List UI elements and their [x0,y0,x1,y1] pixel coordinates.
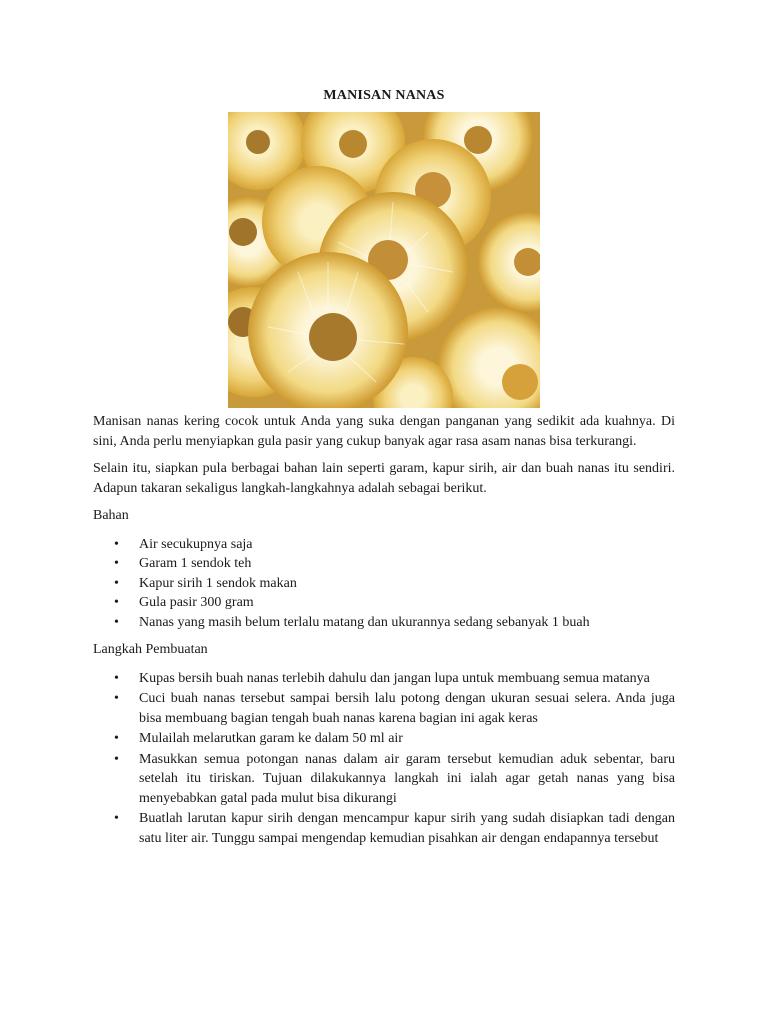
intro-paragraph-1: Manisan nanas kering cocok untuk Anda yang suka dengan panganan yang sedikit ada kuahnya. Di sini, Anda perlu menyiapkan gula pasir yang cukup banyak agar rasa asam nanas bisa terkurangi. [93,414,675,449]
bullet-icon: • [114,575,119,591]
bullet-icon: • [114,691,119,706]
bullet-icon: • [114,556,119,571]
bullet-icon: • [114,731,119,746]
list-item: • Masukkan semua potongan nanas dalam air garam tersebut kemudian aduk sebentar, baru setelah itu tiriskan. Tujuan dilakukannya langkah ini ialah agar getah nanas yang bisa menyebabkan gatal pada mulut bisa dikurangi [114,751,675,806]
list-item: • Gula pasir 300 gram [93,593,675,613]
list-item: • Kupas bersih buah nanas terlebih dahulu dan jangan lupa untuk membuang semua matanya [93,669,675,689]
document-body [93,412,675,856]
bullet-icon: • [114,670,119,686]
langkah-list [93,669,675,849]
list-item: • Kapur sirih 1 sendok makan [93,574,675,594]
list-item: • Cuci buah nanas tersebut sampai bersih lalu potong dengan ukuran sesuai selera. Anda juga bisa membuang bagian tengah buah nanas karena bagian ini agak keras [114,691,675,726]
list-item: • Air secukupnya saja [93,535,675,555]
bullet-icon: • [114,811,119,826]
dried-pineapple-photo [228,112,540,408]
document-title: MANISAN NANAS [323,88,445,103]
bullet-icon: • [114,614,119,630]
list-item: • Garam 1 sendok teh [93,554,675,574]
list-item: • Nanas yang masih belum terlalu matang dan ukurannya sedang sebanyak 1 buah [93,613,675,633]
langkah-heading: Langkah Pembuatan [93,642,208,657]
bahan-list [93,535,675,633]
bullet-icon: • [114,751,119,767]
bahan-heading: Bahan [93,508,129,523]
list-item: • Buatlah larutan kapur sirih dengan mencampur kapur sirih yang sudah disiapkan tadi dengan satu liter air. Tunggu sampai mengendap kemudian pisahkan air dengan endapannya tersebut [114,811,675,846]
bullet-icon: • [114,595,119,610]
bullet-icon: • [114,536,119,552]
intro-paragraph-2: Selain itu, siapkan pula berbagai bahan lain seperti garam, kapur sirih, air dan buah nanas itu sendiri. Adapun takaran sekaligus langkah-langkahnya adalah sebagai berikut. [93,461,675,496]
list-item: • Mulailah melarutkan garam ke dalam 50 ml air [93,729,675,749]
